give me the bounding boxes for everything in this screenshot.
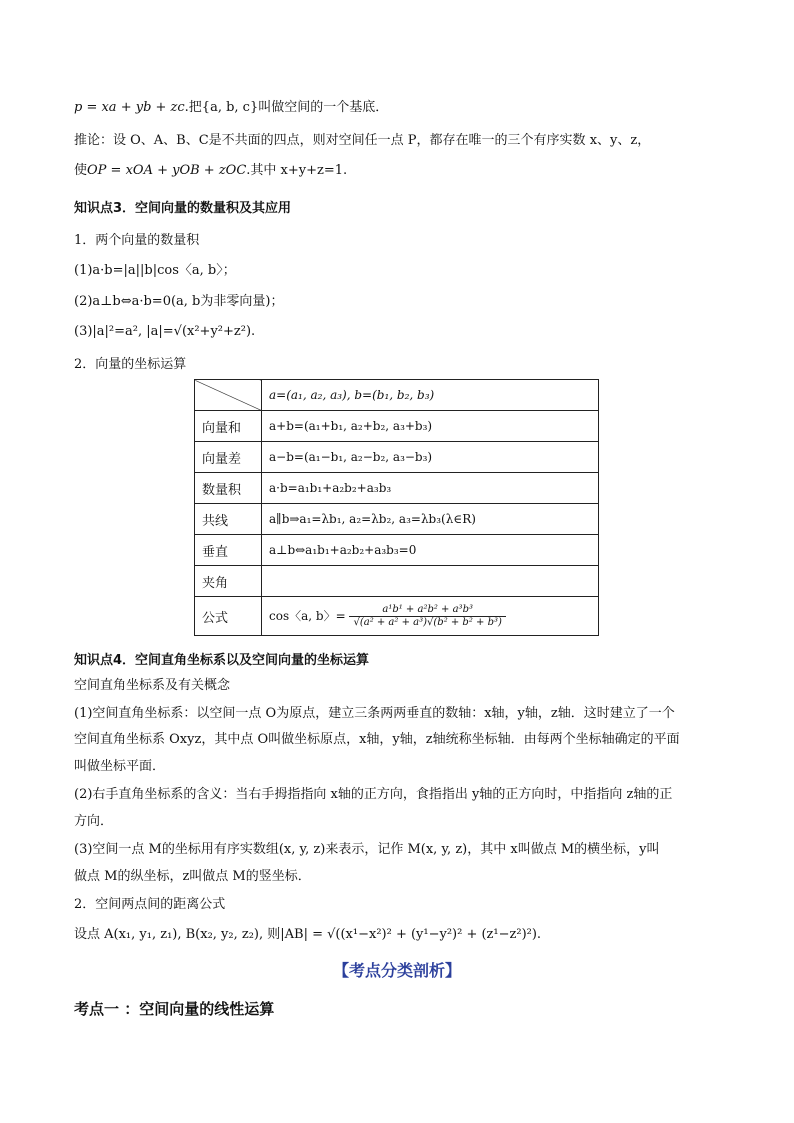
formula-denominator: √(a² + a² + a³)√(b² + b² + b³) bbox=[353, 616, 502, 628]
topic1-heading: 考点一 ：空间向量的线性运算 bbox=[74, 1000, 275, 1018]
row-label: 数量积 bbox=[195, 473, 262, 504]
table-row bbox=[195, 504, 599, 535]
section3-item-2: (2)a⊥b⇔a·b=0(a, b为非零向量)； bbox=[74, 294, 284, 309]
analysis-title: 【考点分类剖析】 bbox=[332, 961, 461, 980]
section3-sub2: 2．向量的坐标运算 bbox=[74, 357, 187, 372]
section4-p1-line2: 空间直角坐标系 Oxyz，其中点 O叫做坐标原点，x轴，y轴，z轴统称坐标轴．由每两个坐标轴确定的平面 bbox=[74, 732, 680, 747]
row-label: 垂直 bbox=[195, 535, 262, 566]
coordinate-operations-table bbox=[194, 379, 599, 636]
table-formula-row bbox=[195, 597, 599, 636]
row-value: a·b=a₁b₁+a₂b₂+a₃b₃ bbox=[262, 473, 599, 504]
formula-cell bbox=[262, 597, 599, 636]
table-row bbox=[195, 566, 599, 597]
distance-formula-line: 设点 A(x₁, y₁, z₁), B(x₂, y₂, z₂), 则|AB| = √((x¹−x²)² + (y¹−y²)² + (z¹−z²)²). bbox=[74, 927, 542, 942]
row-label: 公式 bbox=[195, 597, 262, 636]
row-label: 向量和 bbox=[195, 411, 262, 442]
section4-p1-line1: (1)空间直角坐标系：以空间一点 O为原点，建立三条两两垂直的数轴：x轴，y轴，z轴．这时建立了一个 bbox=[74, 706, 675, 721]
row-label: 向量差 bbox=[195, 442, 262, 473]
section4-sub2: 2．空间两点间的距离公式 bbox=[74, 897, 226, 912]
section4-p3-line2: 做点 M的纵坐标，z叫做点 M的竖坐标． bbox=[74, 869, 311, 884]
section4-p2-line2: 方向． bbox=[74, 814, 114, 829]
section4-heading: 知识点4．空间直角坐标系以及空间向量的坐标运算 bbox=[74, 653, 370, 668]
inference-line-2 bbox=[74, 162, 347, 180]
inference-formula: OP = xOA + yOB + zOC bbox=[87, 163, 247, 178]
inference-prefix: 使 bbox=[74, 163, 88, 178]
formula-prefix: cos〈a, b〉= bbox=[269, 608, 346, 623]
inference-suffix: .其中 x+y+z=1. bbox=[246, 163, 348, 178]
formula-fraction bbox=[349, 604, 505, 629]
diagonal-header-cell bbox=[195, 380, 262, 411]
row-label: 夹角 bbox=[195, 566, 262, 597]
row-value: a+b=(a₁+b₁, a₂+b₂, a₃+b₃) bbox=[262, 411, 599, 442]
table-row bbox=[195, 411, 599, 442]
table-row bbox=[195, 535, 599, 566]
table-header-row bbox=[195, 380, 599, 411]
section3-item-1: (1)a·b=|a||b|cos〈a, b〉； bbox=[74, 263, 236, 278]
section3-sub1: 1．两个向量的数量积 bbox=[74, 233, 200, 248]
section4-p2-line1: (2)右手直角坐标系的含义：当右手拇指指向 x轴的正方向，食指指出 y轴的正方向时，中指指向 z轴的正 bbox=[74, 787, 673, 802]
section4-p1-line3: 叫做坐标平面． bbox=[74, 759, 166, 774]
section3-heading: 知识点3．空间向量的数量积及其应用 bbox=[74, 201, 292, 216]
table-row bbox=[195, 473, 599, 504]
row-value: a∥b⇒a₁=λb₁, a₂=λb₂, a₃=λb₃(λ∈R) bbox=[262, 504, 599, 535]
basis-text: .把{a, b, c}叫做空间的一个基底． bbox=[184, 100, 389, 115]
basis-formula: p = xa + yb + zc bbox=[74, 100, 185, 115]
formula-numerator: a¹b¹ + a²b² + a³b³ bbox=[349, 604, 505, 617]
table-row bbox=[195, 442, 599, 473]
row-value: a⊥b⇔a₁b₁+a₂b₂+a₃b₃=0 bbox=[262, 535, 599, 566]
section4-intro: 空间直角坐标系及有关概念 bbox=[74, 678, 231, 693]
section3-item-3: (3)|a|²=a², |a|=√(x²+y²+z²). bbox=[74, 324, 256, 339]
row-value bbox=[262, 566, 599, 597]
row-value: a−b=(a₁−b₁, a₂−b₂, a₃−b₃) bbox=[262, 442, 599, 473]
basis-line bbox=[74, 99, 388, 117]
row-label: 共线 bbox=[195, 504, 262, 535]
inference-line-1: 推论：设 O、A、B、C是不共面的四点，则对空间任一点 P，都存在唯一的三个有序实数 x、y、z， bbox=[74, 133, 651, 148]
table-header-cell: a=(a₁, a₂, a₃), b=(b₁, b₂, b₃) bbox=[262, 380, 599, 411]
section4-p3-line1: (3)空间一点 M的坐标用有序实数组(x, y, z)来表示，记作 M(x, y, z)，其中 x叫做点 M的横坐标，y叫 bbox=[74, 842, 660, 857]
